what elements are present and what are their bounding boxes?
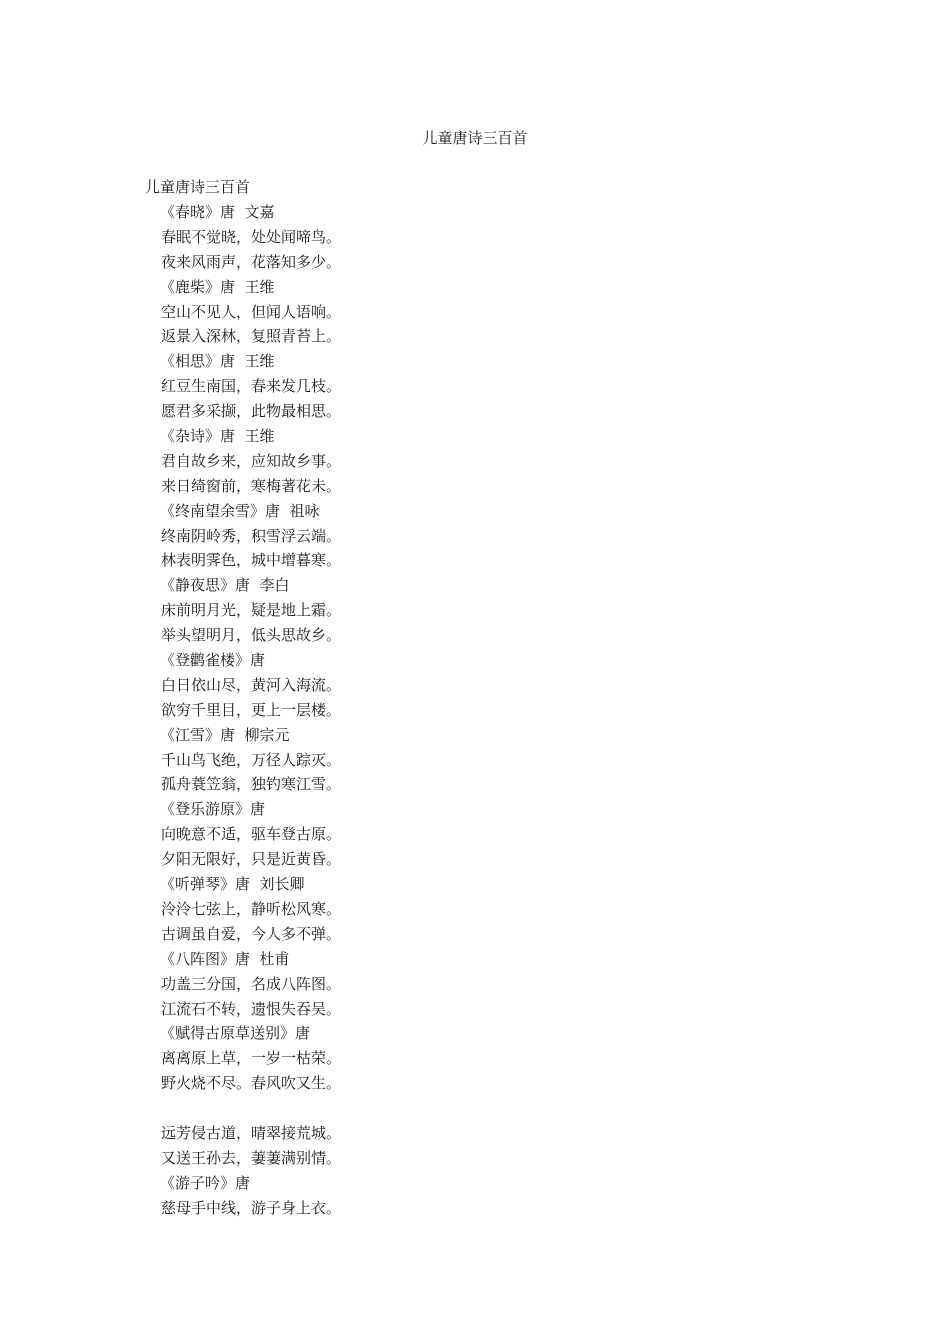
poem-verse: 古调虽自爱，今人多不弹。 — [161, 924, 342, 943]
poem-verse: 终南阴岭秀，积雪浮云端。 — [161, 526, 342, 545]
poem-verse: 远芳侵古道，晴翠接荒城。 — [161, 1124, 342, 1143]
poem-verse: 夕阳无限好，只是近黄昏。 — [161, 850, 342, 869]
poem-title: 《江雪》唐 柳宗元 — [160, 725, 290, 744]
poem-verse: 又送王孙去，萋萋满别情。 — [161, 1148, 342, 1167]
blank-line — [145, 1098, 645, 1123]
poem-verse: 林表明霁色，城中增暮寒。 — [161, 551, 342, 570]
poem-title: 《登鹳雀楼》唐 — [160, 651, 266, 670]
poem-verse: 千山鸟飞绝，万径人踪灭。 — [161, 750, 342, 769]
poem-verse: 返景入深林，复照青苔上。 — [161, 327, 342, 346]
poem-title: 《八阵图》唐 杜甫 — [160, 949, 290, 968]
poem-verse: 来日绮窗前，寒梅著花未。 — [161, 476, 342, 495]
poem-verse: 夜来风雨声，花落知多少。 — [161, 252, 342, 271]
poem-verse: 春眠不觉晓，处处闻啼鸟。 — [161, 227, 342, 246]
poem-verse: 离离原上草，一岁一枯荣。 — [161, 1049, 342, 1068]
poem-verse: 向晚意不适，驱车登古原。 — [161, 825, 342, 844]
poem-verse: 孤舟蓑笠翁，独钓寒江雪。 — [161, 775, 342, 794]
poem-verse: 愿君多采撷，此物最相思。 — [161, 402, 342, 421]
poem-verse: 野火烧不尽。春风吹又生。 — [161, 1074, 342, 1093]
poem-verse: 泠泠七弦上，静听松风寒。 — [161, 899, 342, 918]
poem-verse: 君自故乡来，应知故乡事。 — [161, 451, 342, 470]
poem-verse: 白日依山尽，黄河入海流。 — [161, 675, 342, 694]
poem-title: 《终南望余雪》唐 祖咏 — [160, 501, 320, 520]
poem-title: 《春晓》唐 文嘉 — [160, 203, 275, 221]
poem-verse: 欲穷千里目，更上一层楼。 — [161, 700, 342, 719]
poem-verse: 红豆生南国，春来发几枝。 — [161, 377, 342, 396]
poem-title: 《杂诗》唐 王维 — [160, 427, 275, 446]
poem-list — [145, 202, 645, 1223]
poem-verse: 空山不见人，但闻人语响。 — [161, 302, 342, 321]
section-title: 儿童唐诗三百首 — [145, 178, 251, 196]
poem-title: 《游子吟》唐 — [160, 1173, 251, 1192]
poem-title: 《静夜思》唐 李白 — [160, 576, 290, 595]
poem-verse: 床前明月光，疑是地上霜。 — [161, 601, 342, 620]
poem-verse: 功盖三分国，名成八阵图。 — [161, 974, 342, 993]
poem-title: 《鹿柴》唐 王维 — [160, 277, 275, 296]
poem-title: 《赋得古原草送别》唐 — [160, 1024, 311, 1043]
poem-verse: 江流石不转，遗恨失吞吴。 — [161, 999, 342, 1018]
document-title: 儿童唐诗三百首 — [422, 129, 528, 147]
poem-verse: 举头望明月，低头思故乡。 — [161, 626, 342, 645]
poem-title: 《登乐游原》唐 — [160, 800, 266, 819]
poem-verse: 慈母手中线，游子身上衣。 — [161, 1198, 342, 1217]
document-body — [145, 177, 645, 1223]
poem-title: 《相思》唐 王维 — [160, 352, 275, 371]
poem-title: 《听弹琴》唐 刘长卿 — [160, 875, 305, 894]
